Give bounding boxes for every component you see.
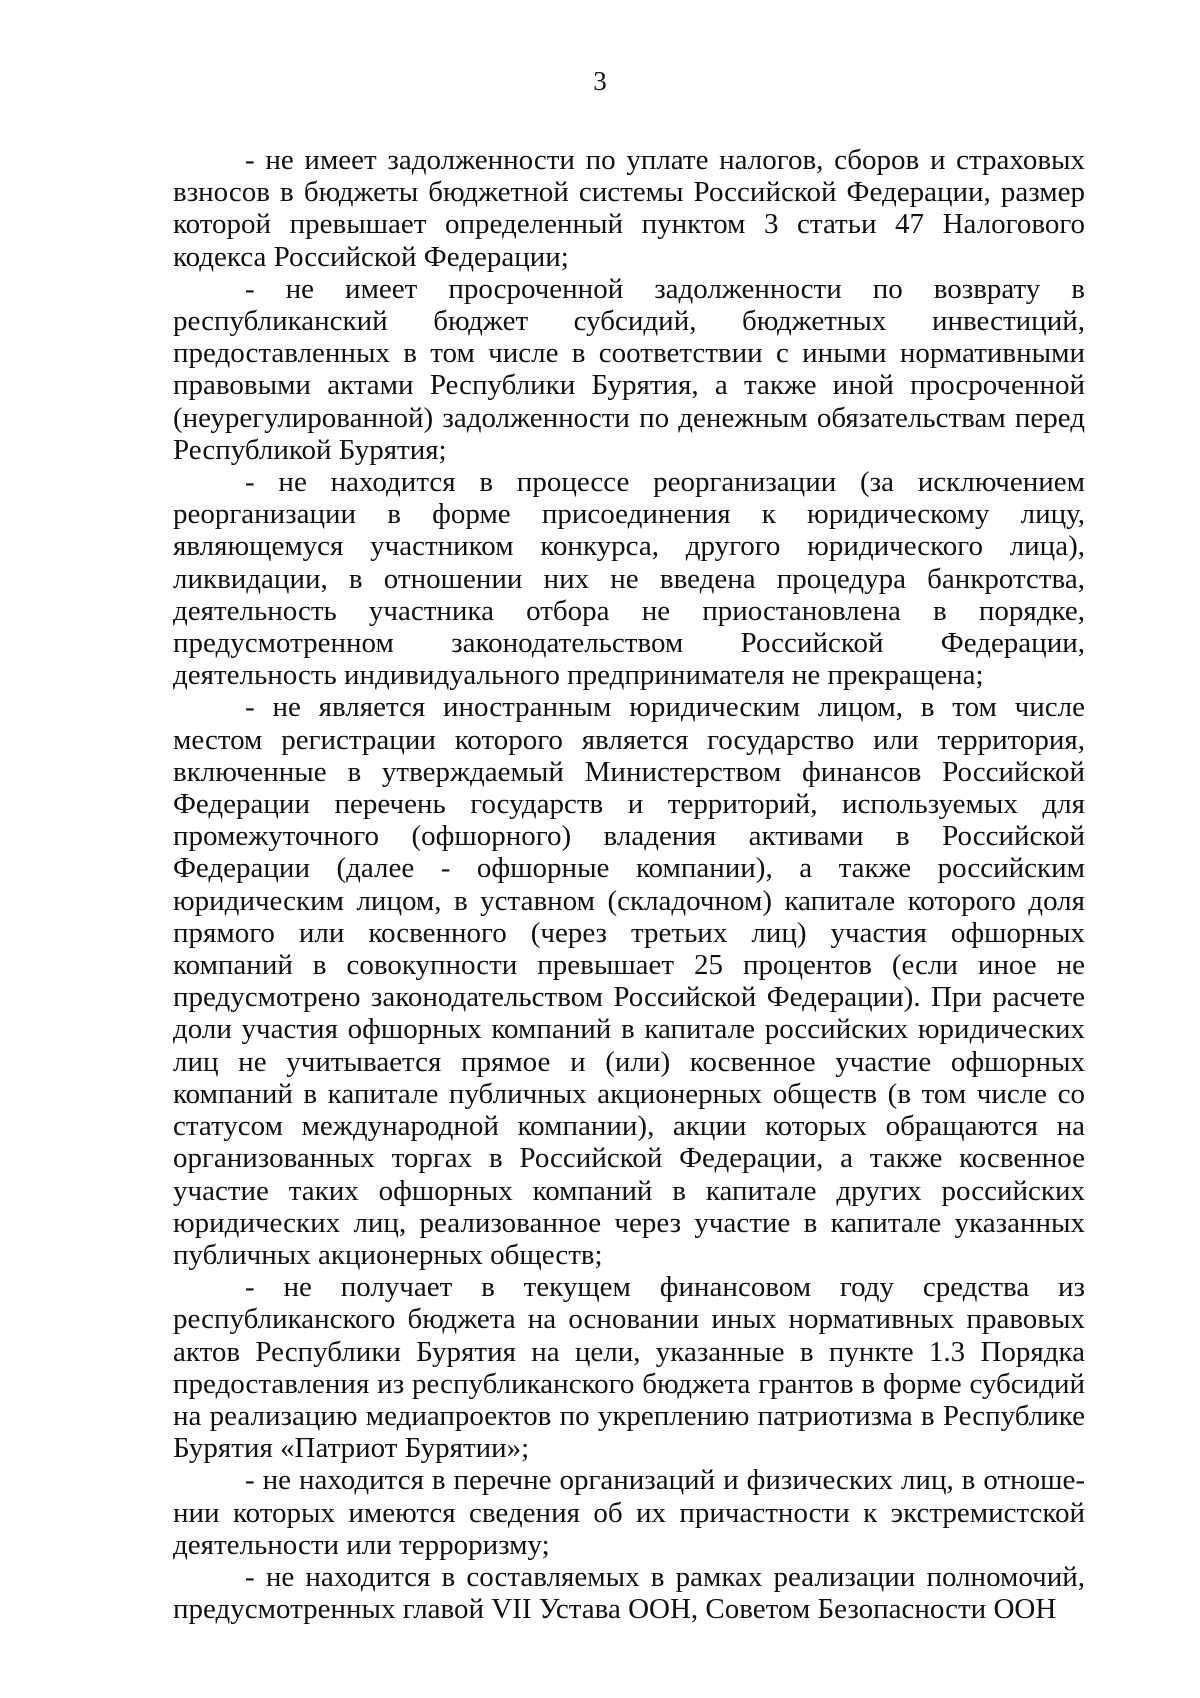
- paragraph-un-lists: - не находится в составляемых в рамках реализации полномочий, предусмотренных главой VII Устава ООН, Советом Безопасности ООН: [173, 1560, 1085, 1626]
- paragraph-reorganization: - не находится в процессе реорганизации (за исключением реорганизации в форме присоединения к юридическому лицу, являющемуся участником конкурса, другого юридического лица), ликвидации, в отношении них не введена процедура банкротства, деятельность участника отбора не приостановлена в порядке, предусмотренном законодательством Российской Федерации, деятельность индивидуального предпринимателя не прекращена;: [173, 466, 1085, 692]
- paragraph-overdue-debt: - не имеет просроченной задолженности по возврату в республиканский бюджет субсидий, бюджетных инвестиций, предоставленных в том числе в соответствии с иными нормативными правовыми актами Республики Бурятия, а также иной просроченной (неурегулированной) задолженности по денежным обязательствам перед Республикой Бурятия;: [173, 272, 1085, 466]
- paragraph-foreign-entity: - не является иностранным юридическим лицом, в том числе местом регистрации которого является государство или территория, включенные в утверждаемый Министерством финансов Российской Федерации перечень государств и территорий, используемых для промежуточного (офшорного) владения активами в Российской Федерации (далее - офшорные компании), а также российским юридическим лицом, в уставном (складочном) капитале которого доля прямого или косвенного (через третьих лиц) участия офшорных компаний в совокупности превышает 25 процентов (если иное не предусмотрено законодательством Российской Федерации). При расчете доли участия офшорных компаний в капитале российских юридических лиц не учитывается прямое и (или) косвенное участие офшорных компаний в капитале публичных акционерных обществ (в том числе со статусом международной компании), акции которых обращаются на организованных торгах в Российской Федерации, а также косвенное участие таких офшорных компаний в капитале других российских юридических лиц, реализованное через участие в капитале указанных публичных акционерных обществ;: [173, 691, 1085, 1271]
- page-number: 3: [593, 66, 607, 96]
- paragraph-tax-debt: - не имеет задолженности по уплате налогов, сборов и страховых взносов в бюджеты бюджетной системы Российской Федерации, размер которой превышает определенный пунктом 3 статьи 47 Налогового кодекса Российской Федерации;: [173, 144, 1085, 273]
- paragraph-extremism-list: - не находится в перечне организаций и физических лиц, в отношении которых имеются сведения об их причастности к экстремистской деятельности или терроризму;: [173, 1464, 1085, 1561]
- document-body: [173, 144, 1085, 1625]
- paragraph-budget-funds: - не получает в текущем финансовом году средства из республиканского бюджета на основании иных нормативных правовых актов Республики Бурятия на цели, указанные в пункте 1.3 Порядка предоставления из республиканского бюджета грантов в форме субсидий на реализацию медиапроектов по укреплению патриотизма в Республике Бурятия «Патриот Бурятии»;: [173, 1271, 1085, 1465]
